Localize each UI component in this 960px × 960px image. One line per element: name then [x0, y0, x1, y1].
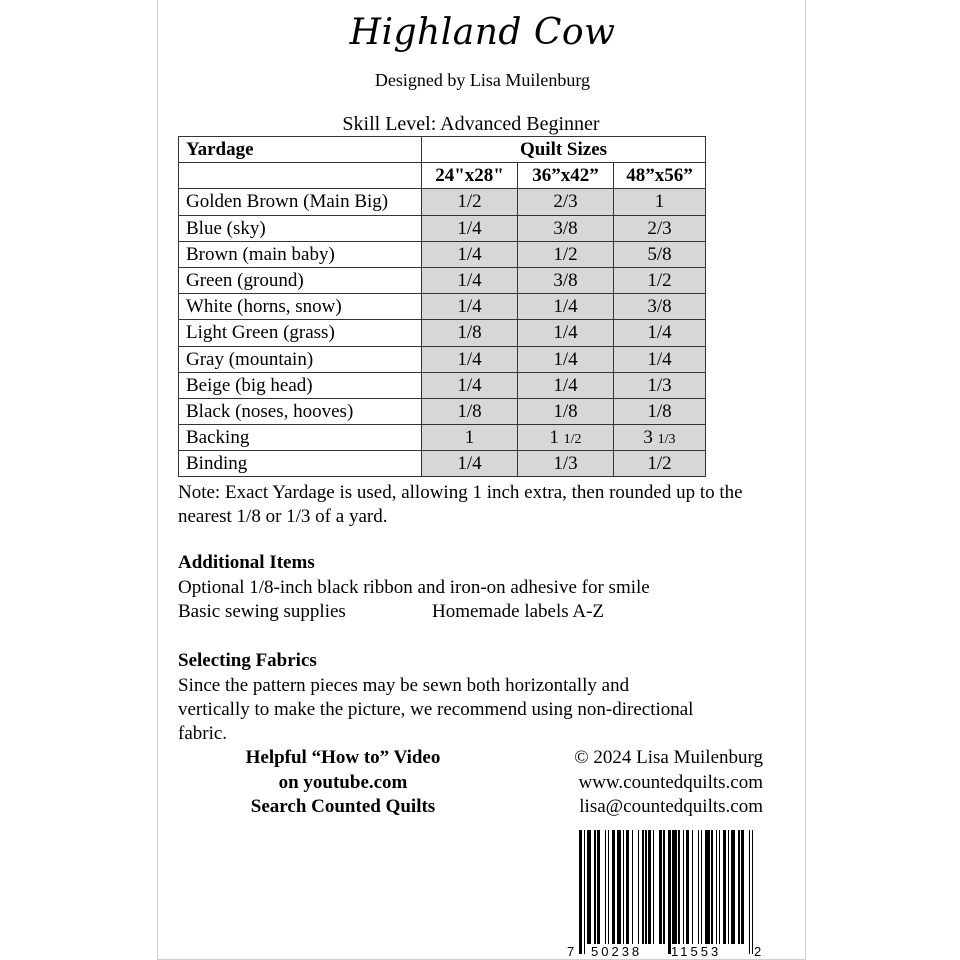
barcode-bar [645, 830, 647, 944]
barcode-bar [605, 830, 607, 944]
pattern-title: Highland Cow [349, 12, 616, 53]
additional-items-line: Optional 1/8-inch black ribbon and iron-on adhesive for smile [178, 577, 650, 598]
barcode-bar [705, 830, 710, 944]
yardage-value: 5/8 [614, 241, 706, 267]
barcode-bar [668, 830, 671, 954]
barcode-bar [659, 830, 662, 944]
yardage-value: 2/3 [614, 215, 706, 241]
yardage-value: 1/8 [614, 398, 706, 424]
barcode-digits-right: 11553 [671, 944, 722, 959]
barcode-bar [648, 830, 651, 944]
pattern-back-cover [157, 0, 806, 960]
barcode-bar [587, 830, 592, 944]
yardage-value: 1/4 [518, 372, 614, 398]
barcode-bar [579, 830, 582, 954]
barcode-bar [701, 830, 703, 944]
additional-items-heading: Additional Items [178, 552, 315, 573]
barcode-bar [692, 830, 694, 944]
barcode-bar [716, 830, 718, 944]
barcode-bar [686, 830, 689, 944]
yardage-value: 1/4 [518, 320, 614, 346]
yardage-value: 1/4 [422, 451, 518, 477]
barcode-bar [617, 830, 622, 944]
barcode-bar [672, 830, 677, 944]
yardage-value: 1/4 [422, 215, 518, 241]
yardage-whole: 1 [549, 427, 559, 449]
video-line: on youtube.com [278, 772, 408, 793]
yardage-value: 1/4 [422, 346, 518, 372]
yardage-value: 1/2 [422, 189, 518, 215]
yardage-value: 1/2 [614, 267, 706, 293]
table-row [179, 398, 706, 424]
yardage-value: 1 [614, 189, 706, 215]
table-row [179, 189, 706, 215]
barcode-bar [749, 830, 751, 954]
barcode-bar [752, 830, 754, 954]
barcode-bar [678, 830, 680, 944]
fabric-name: Blue (sky) [179, 215, 422, 241]
table-row-backing [179, 425, 706, 451]
barcode-bar [584, 830, 586, 954]
yardage-fraction: 1/3 [657, 432, 676, 448]
fabric-name: Beige (big head) [179, 372, 422, 398]
table-row [179, 346, 706, 372]
video-line: Helpful “How to” Video [245, 747, 441, 768]
fabric-name: Golden Brown (Main Big) [179, 189, 422, 215]
barcode-bar [597, 830, 600, 944]
yardage-header: Yardage [179, 137, 422, 163]
selecting-fabrics-line: fabric. [178, 723, 228, 744]
barcode-bar [723, 830, 726, 944]
designer-credit: Designed by Lisa Muilenburg [374, 70, 591, 90]
table-row [179, 320, 706, 346]
yardage-value: 1/4 [422, 294, 518, 320]
fabric-name: Binding [179, 451, 422, 477]
fabric-name: Green (ground) [179, 267, 422, 293]
table-row [179, 294, 706, 320]
yardage-value: 1/4 [422, 241, 518, 267]
barcode-bar [719, 830, 721, 944]
additional-items-line: Homemade labels A-Z [432, 601, 605, 622]
yardage-value: 1/2 [518, 241, 614, 267]
table-row [179, 267, 706, 293]
barcode-bar [663, 830, 665, 944]
barcode-bar [638, 830, 640, 944]
barcode-bar [608, 830, 610, 944]
yardage-value: 1/8 [422, 398, 518, 424]
fabric-name: Backing [179, 425, 422, 451]
fabric-name: Gray (mountain) [179, 346, 422, 372]
yardage-value: 3/8 [518, 215, 614, 241]
yardage-value: 1/4 [422, 372, 518, 398]
fabric-name: Brown (main baby) [179, 241, 422, 267]
yardage-value: 3/8 [518, 267, 614, 293]
yardage-value: 1/4 [614, 346, 706, 372]
blank-cell [179, 163, 422, 189]
yardage-value [518, 425, 614, 451]
table-header-row [179, 137, 706, 163]
yardage-value: 1/4 [422, 267, 518, 293]
quilt-sizes-header: Quilt Sizes [422, 137, 706, 163]
video-line: Search Counted Quilts [250, 796, 436, 817]
yardage-value: 1/4 [614, 320, 706, 346]
barcode-bar [626, 830, 629, 944]
selecting-fabrics-heading: Selecting Fabrics [178, 650, 317, 671]
yardage-value: 1/3 [518, 451, 614, 477]
website-link[interactable]: www.countedquilts.com [578, 772, 763, 793]
barcode-digits-left: 50238 [591, 944, 643, 959]
barcode-bar [594, 830, 596, 944]
barcode-bar [731, 830, 736, 944]
yardage-note: Note: Exact Yardage is used, allowing 1 inch extra, then rounded up to the nearest 1/8 or 1/3 of a yard. [178, 482, 743, 527]
yardage-whole: 3 [643, 427, 653, 449]
barcode-bar [698, 830, 700, 944]
yardage-value: 1/4 [518, 294, 614, 320]
selecting-fabrics-line: Since the pattern pieces may be sewn both horizontally and [178, 675, 630, 696]
size-medium: 36”x42” [518, 163, 614, 189]
yardage-value [614, 425, 706, 451]
barcode-bar [738, 830, 740, 944]
yardage-value: 1/4 [518, 346, 614, 372]
yardage-value: 2/3 [518, 189, 614, 215]
fabric-name: Black (noses, hooves) [179, 398, 422, 424]
yardage-value: 1/2 [614, 451, 706, 477]
yardage-value: 3/8 [614, 294, 706, 320]
size-small: 24"x28" [422, 163, 518, 189]
selecting-fabrics-line: vertically to make the picture, we recommend using non-directional [178, 699, 694, 720]
copyright: © 2024 Lisa Muilenburg [574, 747, 763, 768]
yardage-fraction: 1/2 [563, 432, 582, 448]
table-row [179, 215, 706, 241]
barcode-bar [632, 830, 634, 944]
sizes-row [179, 163, 706, 189]
yardage-value: 1/3 [614, 372, 706, 398]
fabric-name: White (horns, snow) [179, 294, 422, 320]
barcode-bar [653, 830, 655, 944]
table-row [179, 241, 706, 267]
additional-items-line: Basic sewing supplies [178, 601, 346, 622]
upc-barcode [567, 826, 765, 960]
table-row [179, 372, 706, 398]
barcode-bar [612, 830, 615, 944]
barcode-bar [728, 830, 730, 944]
yardage-table [178, 136, 706, 477]
barcode-bar [683, 830, 685, 944]
yardage-value: 1 [422, 425, 518, 451]
table-row-binding [179, 451, 706, 477]
barcode-digit-check: 2 [754, 944, 762, 959]
barcode-bar [711, 830, 713, 944]
yardage-value: 1/8 [518, 398, 614, 424]
yardage-value: 1/8 [422, 320, 518, 346]
barcode-bar [642, 830, 644, 944]
email-link[interactable]: lisa@countedquilts.com [579, 796, 763, 817]
barcode-bar [623, 830, 625, 944]
barcode-bar [741, 830, 744, 944]
size-large: 48”x56” [614, 163, 706, 189]
barcode-digit-lead: 7 [567, 944, 575, 959]
fabric-name: Light Green (grass) [179, 320, 422, 346]
skill-level: Skill Level: Advanced Beginner [342, 113, 600, 135]
